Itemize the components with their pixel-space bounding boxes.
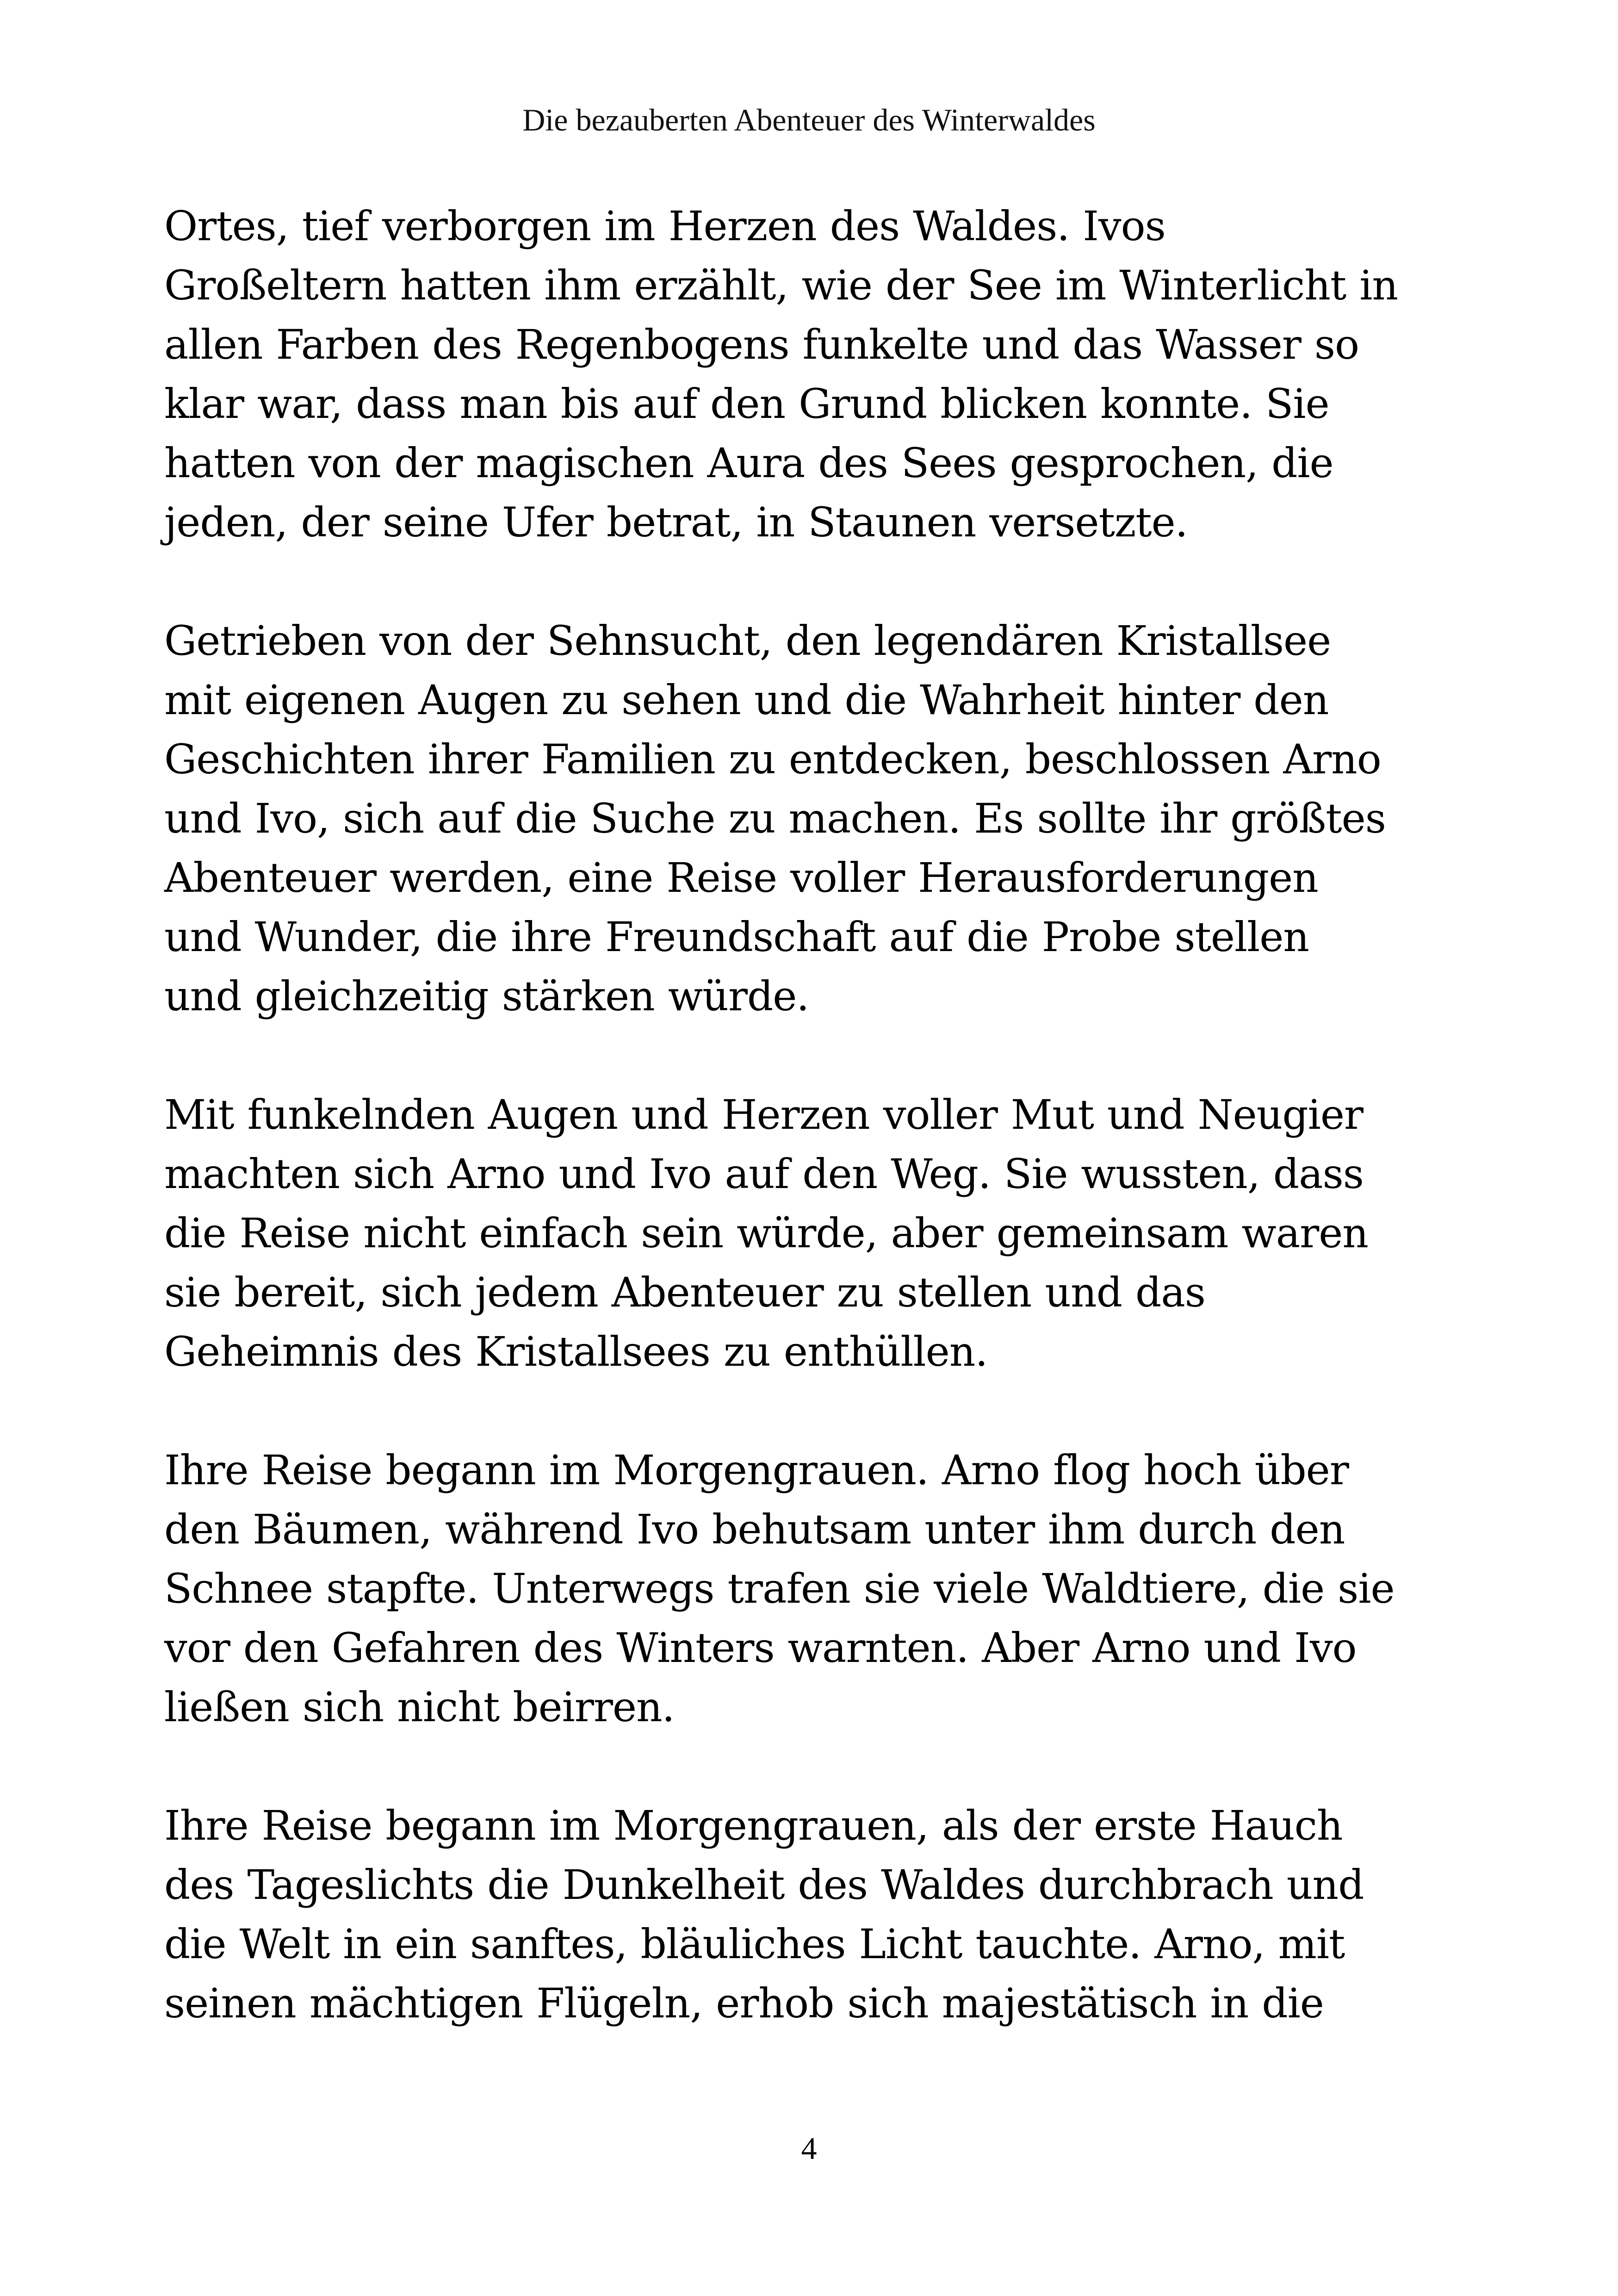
- text-line: und Ivo, sich auf die Suche zu machen. Es sollte ihr größtes: [164, 795, 1386, 842]
- paragraph-5: [164, 1796, 1464, 2033]
- page-number: 4: [801, 2131, 817, 2166]
- text-line: die Reise nicht einfach sein würde, aber gemeinsam waren: [164, 1209, 1368, 1257]
- text-line: allen Farben des Regenbogens funkelte und das Wasser so: [164, 321, 1359, 368]
- text-line: und gleichzeitig stärken würde.: [164, 972, 809, 1020]
- text-line: Ihre Reise begann im Morgengrauen, als der erste Hauch: [164, 1802, 1343, 1849]
- text-line: klar war, dass man bis auf den Grund blicken konnte. Sie: [164, 380, 1329, 428]
- text-line: Ihre Reise begann im Morgengrauen. Arno flog hoch über: [164, 1446, 1349, 1494]
- text-line: Mit funkelnden Augen und Herzen voller Mut und Neugier: [164, 1091, 1363, 1139]
- text-line: sie bereit, sich jedem Abenteuer zu stellen und das: [164, 1269, 1205, 1316]
- text-line: des Tageslichts die Dunkelheit des Waldes durchbrach und: [164, 1861, 1364, 1909]
- text-line: den Bäumen, während Ivo behutsam unter ihm durch den: [164, 1506, 1345, 1553]
- paragraph-2: [164, 611, 1464, 1026]
- paragraph-4: [164, 1441, 1464, 1737]
- text-line: vor den Gefahren des Winters warnten. Aber Arno und Ivo: [164, 1624, 1357, 1672]
- text-line: ließen sich nicht beirren.: [164, 1683, 675, 1731]
- text-line: Geschichten ihrer Familien zu entdecken, beschlossen Arno: [164, 735, 1381, 783]
- text-line: Geheimnis des Kristallsees zu enthüllen.: [164, 1328, 988, 1375]
- text-line: Großeltern hatten ihm erzählt, wie der See im Winterlicht in: [164, 261, 1398, 309]
- text-line: hatten von der magischen Aura des Sees gesprochen, die: [164, 439, 1333, 487]
- text-line: Ortes, tief verborgen im Herzen des Waldes. Ivos: [164, 202, 1165, 250]
- text-line: und Wunder, die ihre Freundschaft auf die Probe stellen: [164, 913, 1309, 961]
- text-line: machten sich Arno und Ivo auf den Weg. Sie wussten, dass: [164, 1150, 1364, 1198]
- text-line: Getrieben von der Sehnsucht, den legendären Kristallsee: [164, 617, 1331, 665]
- text-line: jeden, der seine Ufer betrat, in Staunen versetzte.: [164, 498, 1188, 546]
- body-text: [164, 197, 1464, 2092]
- text-line: Abenteuer werden, eine Reise voller Herausforderungen: [164, 854, 1318, 902]
- text-line: mit eigenen Augen zu sehen und die Wahrheit hinter den: [164, 676, 1329, 724]
- text-line: die Welt in ein sanftes, bläuliches Licht tauchte. Arno, mit: [164, 1920, 1345, 1968]
- paragraph-3: [164, 1085, 1464, 1381]
- running-header: Die bezauberten Abenteuer des Winterwaldes: [522, 102, 1096, 137]
- text-line: seinen mächtigen Flügeln, erhob sich majestätisch in die: [164, 1979, 1324, 2027]
- text-line: Schnee stapfte. Unterwegs trafen sie viele Waldtiere, die sie: [164, 1565, 1395, 1612]
- paragraph-1: [164, 197, 1464, 552]
